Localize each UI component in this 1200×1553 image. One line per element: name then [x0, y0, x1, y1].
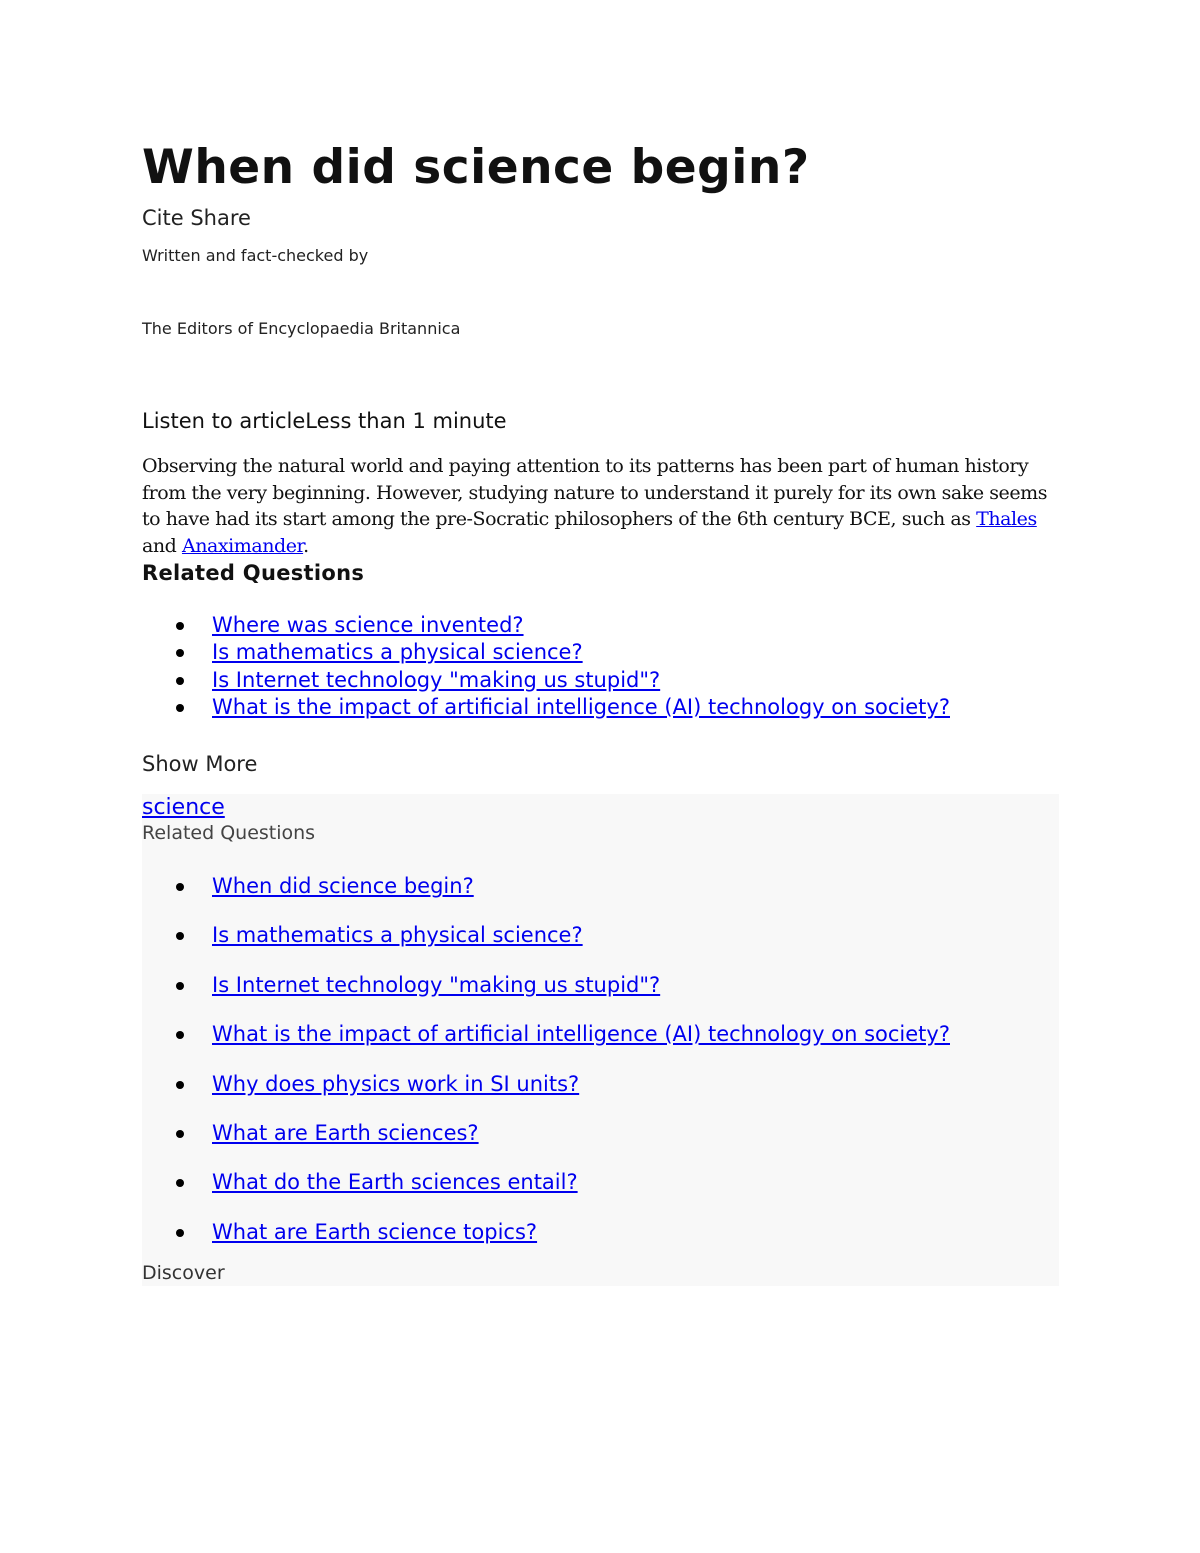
related-question-link[interactable]: What is the impact of artificial intelligence (AI) technology on society? [212, 694, 950, 719]
sidebar-question-link[interactable]: What are Earth science topics? [212, 1219, 538, 1244]
bullet-icon [176, 677, 184, 685]
bullet-icon [176, 704, 184, 712]
list-item [142, 1168, 950, 1217]
list-item [142, 612, 950, 639]
body-text-and: and [142, 534, 182, 557]
list-item [142, 872, 950, 921]
list-item [142, 639, 950, 666]
list-item [142, 1020, 950, 1069]
bullet-icon [176, 1229, 184, 1237]
list-item [142, 694, 950, 721]
list-item [142, 1218, 950, 1267]
bullet-icon [176, 932, 184, 940]
sidebar-question-link[interactable]: Is mathematics a physical science? [212, 923, 583, 948]
bullet-icon [176, 1179, 184, 1187]
topic-link-science[interactable]: science [142, 795, 225, 820]
related-question-link[interactable]: Where was science invented? [212, 613, 524, 637]
list-item [142, 667, 950, 694]
sidebar-related-questions-heading: Related Questions [142, 822, 316, 844]
sidebar-question-link[interactable]: When did science begin? [212, 874, 474, 898]
author-name: The Editors of Encyclopaedia Britannica [142, 319, 461, 338]
page-title: When did science begin? [142, 140, 810, 195]
related-question-link[interactable]: Is Internet technology "making us stupid"? [212, 667, 661, 692]
body-text-intro: Observing the natural world and paying attention to its patterns has been part of human history from the very beginning. However, studying nature to understand it purely for its own sake seems to have had its start among the pre-Socratic philosophers of the 6th century BCE, such as [142, 455, 1047, 530]
list-item [142, 1119, 950, 1168]
anaximander-link[interactable]: Anaximander [181, 534, 304, 557]
sidebar-question-link[interactable]: What is the impact of artificial intelligence (AI) technology on society? [212, 1022, 950, 1047]
bullet-icon [176, 1031, 184, 1039]
related-questions-list [142, 612, 950, 721]
list-item [142, 971, 950, 1020]
bullet-icon [176, 982, 184, 990]
listen-bar [142, 407, 507, 435]
sidebar-question-link[interactable]: What are Earth sciences? [212, 1120, 479, 1145]
related-questions-heading: Related Questions [142, 561, 365, 585]
listen-to-article-button[interactable]: Listen to article [142, 409, 306, 433]
share-button[interactable]: Share [190, 206, 251, 230]
thales-link[interactable]: Thales [976, 508, 1037, 530]
bullet-icon [176, 1130, 184, 1138]
show-more-button[interactable]: Show More [142, 752, 258, 776]
discover-heading: Discover [142, 1262, 225, 1284]
body-text-end: . [303, 534, 309, 557]
sidebar-question-link[interactable]: Why does physics work in SI units? [212, 1071, 580, 1096]
bullet-icon [176, 1081, 184, 1089]
sidebar-related-questions-list [142, 872, 950, 1267]
list-item [142, 1070, 950, 1119]
bullet-icon [176, 649, 184, 657]
reading-duration: Less than 1 minute [305, 409, 507, 433]
sidebar-question-link[interactable]: Is Internet technology "making us stupid"? [212, 972, 661, 997]
related-question-link[interactable]: Is mathematics a physical science? [212, 640, 583, 665]
written-by-label: Written and fact-checked by [142, 246, 369, 265]
bullet-icon [176, 883, 184, 891]
cite-button[interactable]: Cite [142, 206, 184, 230]
cite-share-bar [142, 204, 251, 232]
article-body [142, 453, 1062, 559]
list-item [142, 921, 950, 970]
sidebar-question-link[interactable]: What do the Earth sciences entail? [212, 1170, 578, 1195]
bullet-icon [176, 622, 184, 630]
